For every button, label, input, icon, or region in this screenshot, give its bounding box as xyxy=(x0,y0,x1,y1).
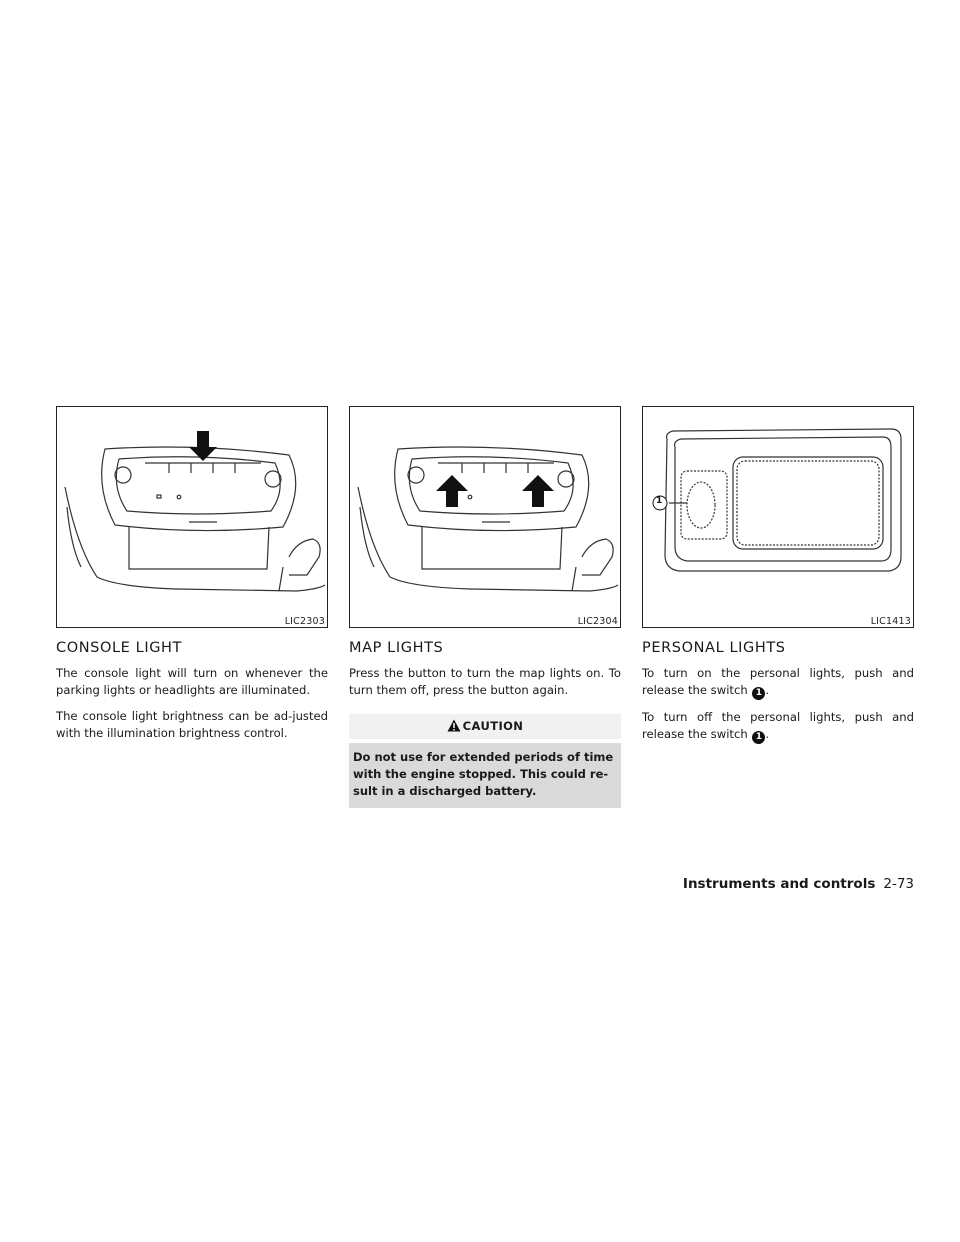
switch-ref-icon: 1 xyxy=(752,687,765,700)
figure-code: LIC1413 xyxy=(870,616,911,627)
paragraph: Press the button to turn the map lights on. To turn them off, press the button again. xyxy=(349,666,621,697)
switch-ref-icon: 1 xyxy=(752,731,765,744)
section-map-lights xyxy=(349,406,621,808)
caution-text: Do not use for extended periods of time with the engine stopped. This could re-sult in a discharged battery. xyxy=(349,743,621,808)
console-light-illustration xyxy=(57,407,327,627)
warning-icon xyxy=(447,719,461,732)
callout-label: 1 xyxy=(656,496,663,506)
paragraph: The console light will turn on whenever the parking lights or headlights are illuminated. xyxy=(56,666,328,697)
footer-section: Instruments and controls xyxy=(682,876,876,892)
section-title: PERSONAL LIGHTS xyxy=(642,640,786,656)
caution-heading-text: CAUTION xyxy=(462,719,524,733)
figure-code: LIC2304 xyxy=(577,616,618,627)
section-console-light xyxy=(56,406,328,742)
up-arrow-icon xyxy=(436,475,468,507)
map-lights-illustration xyxy=(350,407,620,627)
paragraph-text: To turn on the personal lights, push and release the switch xyxy=(642,666,914,697)
personal-lights-figure xyxy=(642,406,914,628)
up-arrow-icon xyxy=(522,475,554,507)
console-light-figure xyxy=(56,406,328,628)
figure-code: LIC2303 xyxy=(284,616,325,627)
period: . xyxy=(765,727,770,741)
paragraph xyxy=(642,665,914,700)
paragraph xyxy=(642,709,914,744)
page-footer xyxy=(683,876,914,892)
caution-box xyxy=(349,714,621,808)
personal-lights-illustration xyxy=(643,407,913,627)
paragraph-text: To turn off the personal lights, push and release the switch xyxy=(642,710,914,741)
caution-heading xyxy=(349,714,621,739)
section-title: CONSOLE LIGHT xyxy=(56,640,183,656)
section-title: MAP LIGHTS xyxy=(349,640,444,656)
section-personal-lights xyxy=(642,406,914,744)
paragraph: The console light brightness can be ad-justed with the illumination brightness control. xyxy=(56,709,328,740)
page-number: 2-73 xyxy=(883,876,914,892)
period: . xyxy=(765,683,770,697)
map-lights-figure xyxy=(349,406,621,628)
